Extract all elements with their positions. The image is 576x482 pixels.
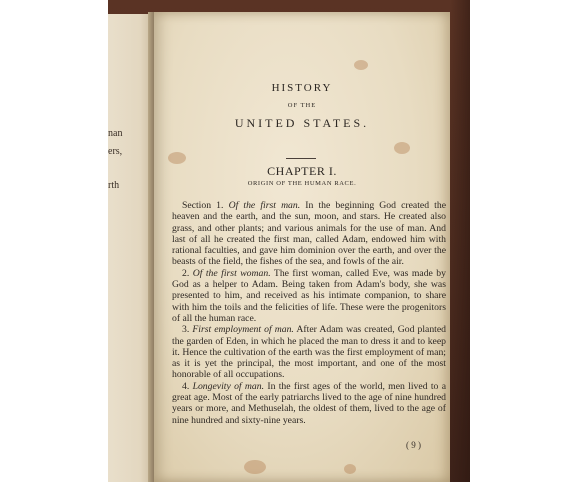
section-heading: First employment of man. <box>192 324 294 336</box>
header-united-states: UNITED STATES. <box>234 116 370 130</box>
chapter-text <box>172 200 446 426</box>
header-of-the: OF THE <box>287 102 317 109</box>
section-body: After Adam was created, God planted the garden of Eden, in which he placed the man to dress it and to keep it. Hence the cultivation of the earth was the first employment of man; as it is yet the principal, the most important, and one of the most honorable of all occupations. <box>172 324 446 381</box>
section-heading: Of the first woman. <box>192 267 271 279</box>
edge-shadow <box>450 0 470 482</box>
chapter-subtitle: ORIGIN OF THE HUMAN RACE. <box>247 180 357 187</box>
left-page-fragment: nan <box>108 128 123 139</box>
section-heading: Longevity of man. <box>192 380 265 392</box>
left-page-fragment: rth <box>108 180 120 191</box>
title-divider <box>286 158 316 159</box>
foxing-stain <box>394 142 410 154</box>
foxing-stain <box>344 464 356 474</box>
section-paragraph <box>172 324 446 380</box>
section-body: In the beginning God created the heaven and the earth, and the sun, moon, and stars. He created also grass, and other plants; and various animals for the use of man. And last of all he created the first man, called Adam, endowed him with rational faculties, and gave him dominion over the earth, and over the beasts of the field, the fishes of the sea, and fowls of the air. <box>172 200 447 268</box>
foxing-stain <box>244 460 266 474</box>
header-history: HISTORY <box>271 82 333 94</box>
section-heading: Of the first man. <box>228 200 301 211</box>
section-paragraph <box>172 268 446 324</box>
section-label: Section 1. <box>182 200 224 211</box>
right-page <box>154 12 450 482</box>
section-paragraph <box>172 200 446 268</box>
section-body: The first woman, called Eve, was made by God as a helper to Adam. Being taken from Adam's body, she was presented to him, and received as his intimate companion, to share with him the toils and the felicities of life. These were the progenitors of all the human race. <box>172 267 446 324</box>
section-label: 3. <box>182 324 190 336</box>
foxing-stain <box>354 60 368 70</box>
chapter-title: CHAPTER I. <box>267 164 337 178</box>
section-label: 2. <box>182 267 190 279</box>
section-body: In the first ages of the world, men lived to a great age. Most of the early patriarchs lived to the age of nine hundred years or more, and Methuselah, the oldest of them, lived to the age of nine hundred and sixty-nine years. <box>172 380 446 426</box>
section-paragraph <box>172 381 446 426</box>
book-photo <box>108 0 470 482</box>
page-number: ( 9 ) <box>406 440 421 450</box>
foxing-stain <box>168 152 186 164</box>
section-label: 4. <box>182 380 190 392</box>
left-page-fragment: ers, <box>108 146 123 157</box>
